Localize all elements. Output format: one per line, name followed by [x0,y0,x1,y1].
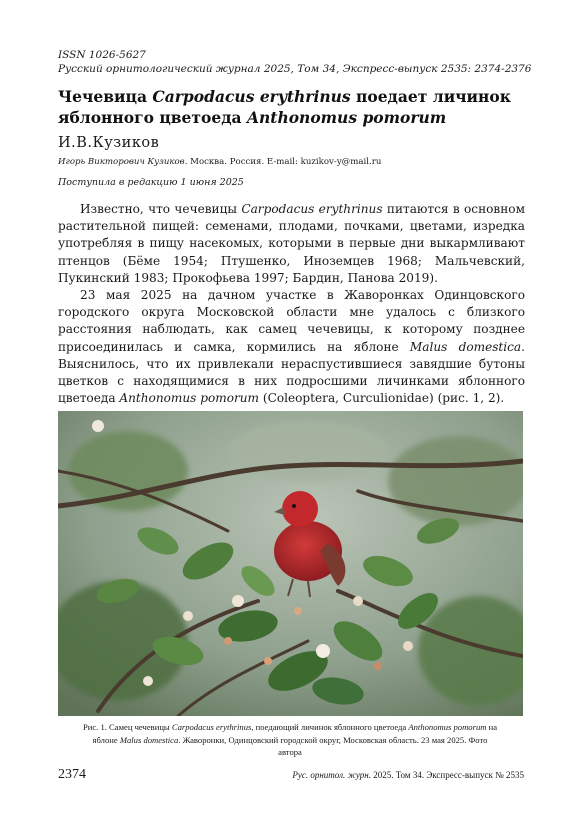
author-affiliation [58,157,381,167]
p2-text-2: . Выяснилось, что их привлекали нераспустившиеся завядшие бутоны цветков с находящимися в них подросшими личинками яблонного цветоеда [58,339,525,406]
p1-text-2: питаются в основном растительной пищей: семенами, плодами, почками, цветами, изредка употребляя в пищу насекомых, которыми в первые дни выкармливают птенцов (Бёме 1954; Птушенко, Иноземцев 1968; Мальчевский, Пукинский 1983; Прокофьева 1997; Бардин, Панова 2019). [58,202,525,285]
caption-latin-beetle: Anthonomus pomorum [408,722,487,732]
title-text: Чечевица [58,87,153,106]
caption-text: Рис. 1. Самец чечевицы [82,722,172,732]
p2-text: 23 мая 2025 на дачном участке в Жаворонках Одинцовского городского округа Московской области мне удалось с близкого расстояния наблюдать, как самец чечевицы, к которому позднее присоединилась и самка, кормились на яблоне [58,288,525,354]
paragraph-2 [58,287,525,407]
p1-text: Известно, что чечевицы [80,202,242,216]
title-latin-beetle: Anthonomus pomorum [246,108,447,127]
caption-text-3: на яблоне [92,722,498,745]
footer-citation [292,770,524,780]
figure-caption [80,721,500,759]
author-name: И.В.Кузиков [58,135,160,151]
page-number: 2374 [58,767,86,782]
received-date: Поступила в редакцию 1 июня 2025 [58,177,244,188]
p2-latin-apple: Malus domestica [409,339,522,354]
title-text-2: поедает личинок яблонного цветоеда [58,87,511,127]
article-body [58,201,525,407]
caption-latin-apple: Malus domestica [119,734,179,745]
caption-latin-bird: Carpodacus erythrinus [171,722,252,732]
affiliation-name: Игорь Викторович Кузиков [58,157,185,167]
affiliation-contact: . Москва. Россия. E-mail: kuzikov-y@mail.ru [184,157,382,167]
journal-citation-line: Русский орнитологический журнал 2025, Том 34, Экспресс-выпуск 2535: 2374-2376 [58,63,532,75]
title-latin-bird: Carpodacus erythrinus [152,87,351,106]
p2-text-3: (Coleoptera, Curculionidae) (рис. 1, 2). [259,391,505,406]
article-title [58,86,528,128]
footer-journal: Рус. орнитол. журн. [292,770,371,780]
bird-photo-illustration [58,411,523,716]
caption-text-2: , поедающий личинок яблонного цветоеда [251,722,409,732]
issn-line: ISSN 1026-5627 [58,49,146,61]
figure-photo [58,411,523,716]
caption-text-4: . Жаворонки, Одинцовский городской округ, Московская область. 23 мая 2025. Фото автора [178,734,488,757]
p2-latin-beetle: Anthonomus pomorum [119,391,260,406]
p1-latin: Carpodacus erythrinus [241,202,383,216]
footer-issue: 2025. Том 34. Экспресс-выпуск № 2535 [370,770,524,780]
paragraph-1 [58,201,525,287]
